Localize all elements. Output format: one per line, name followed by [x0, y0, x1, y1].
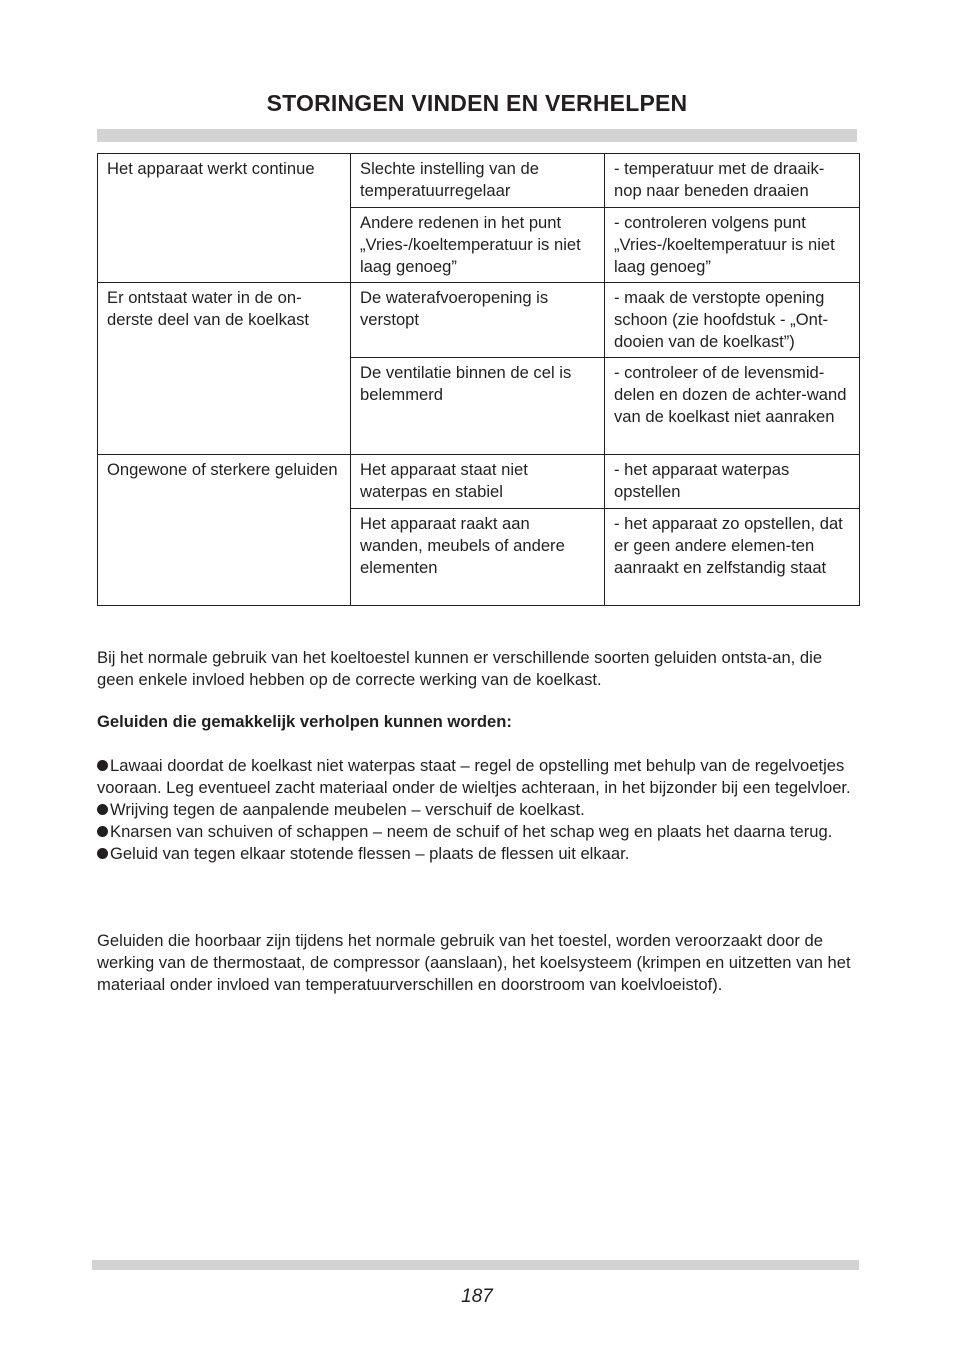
cause-cell: Het apparaat raakt aan wanden, meubels of andere elementen: [351, 509, 605, 606]
problem-cell: Ongewone of sterkere geluiden: [98, 455, 351, 606]
noise-subheading: Geluiden die gemakkelijk verholpen kunnen worden:: [97, 712, 512, 731]
list-item: Geluid van tegen elkaar stotende flessen – plaats de flessen uit elkaar.: [97, 843, 857, 865]
remedy-cell: - maak de verstopte opening schoon (zie hoofdstuk - „Ont-dooien van de koelkast”): [605, 283, 860, 358]
remedy-cell: - controleer of de levensmid-delen en dozen de achter-wand van de koelkast niet aanraken: [605, 358, 860, 455]
cause-cell: Slechte instelling van de temperatuurregelaar: [351, 154, 605, 208]
page-title: STORINGEN VINDEN EN VERHELPEN: [266, 90, 688, 116]
remedy-cell: - het apparaat waterpas opstellen: [605, 455, 860, 509]
closing-paragraph: Geluiden die hoorbaar zijn tijdens het normale gebruik van het toestel, worden veroorzaakt door de werking van de thermostaat, de compressor (aanslaan), het koelsysteem (krimpen en uitzetten van het materiaal onder invloed van temperatuurverschillen en doorstroom van koelvloeistof).: [97, 931, 851, 994]
table-row: [98, 154, 860, 208]
problem-cell: Er ontstaat water in de on-derste deel van de koelkast: [98, 283, 351, 455]
intro-paragraph: Bij het normale gebruik van het koeltoestel kunnen er verschillende soorten geluiden ontsta-an, die geen enkele invloed hebben op de correcte werking van de koelkast.: [97, 648, 823, 689]
cause-cell: Het apparaat staat niet waterpas en stabiel: [351, 455, 605, 509]
troubleshooting-table: [97, 153, 860, 606]
cause-cell: De ventilatie binnen de cel is belemmerd: [351, 358, 605, 455]
list-item: Knarsen van schuiven of schappen – neem de schuif of het schap weg en plaats het daarna terug.: [97, 821, 857, 843]
bullet-icon: [97, 760, 108, 771]
problem-cell: Het apparaat werkt continue: [98, 154, 351, 283]
footer-divider: [92, 1260, 859, 1270]
cause-cell: Andere redenen in het punt „Vries-/koeltemperatuur is niet laag genoeg”: [351, 208, 605, 283]
page-number: 187: [461, 1286, 493, 1307]
remedy-cell: - controleren volgens punt „Vries-/koeltemperatuur is niet laag genoeg”: [605, 208, 860, 283]
bullet-icon: [97, 804, 108, 815]
cause-cell: De waterafvoeropening is verstopt: [351, 283, 605, 358]
noise-bullet-list: [97, 755, 857, 865]
remedy-cell: - het apparaat zo opstellen, dat er geen andere elemen-ten aanraakt en zelfstandig staat: [605, 509, 860, 606]
remedy-cell: - temperatuur met de draaik-nop naar beneden draaien: [605, 154, 860, 208]
table-row: [98, 283, 860, 358]
list-item: Lawaai doordat de koelkast niet waterpas staat – regel de opstelling met behulp van de regelvoetjes vooraan. Leg eventueel zacht materiaal onder de wieltjes achteraan, in het bijzonder bij een tegelvloer.: [97, 756, 851, 797]
bullet-icon: [97, 826, 108, 837]
header-divider: [97, 129, 857, 142]
list-item: Wrijving tegen de aanpalende meubelen – verschuif de koelkast.: [97, 799, 857, 821]
table-row: [98, 455, 860, 509]
bullet-icon: [97, 848, 108, 859]
